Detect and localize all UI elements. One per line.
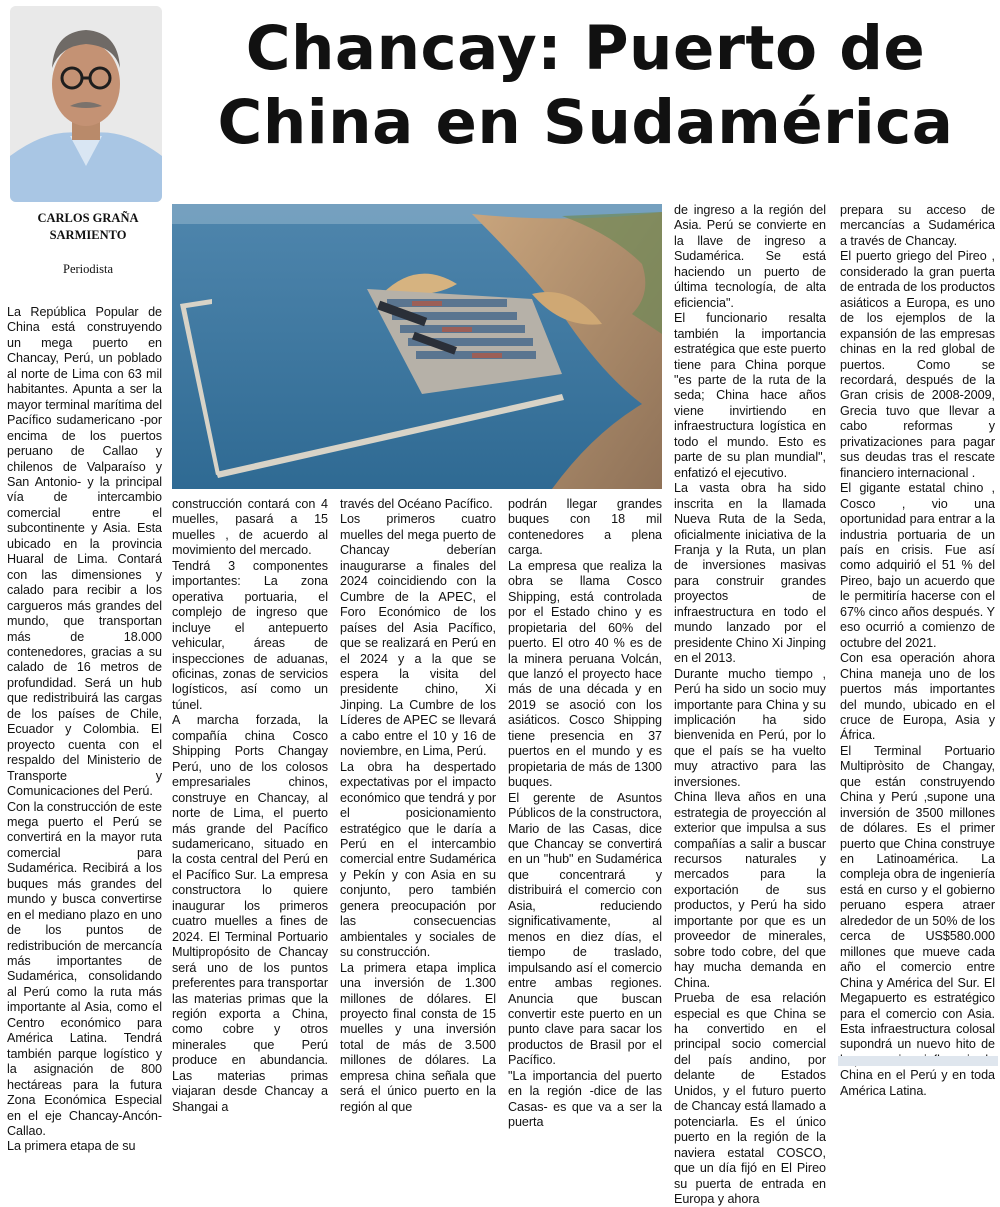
- port-aerial-photo: [172, 204, 662, 489]
- article-paragraph: través del Océano Pacífico.: [340, 497, 493, 511]
- author-role: Periodista: [63, 262, 113, 276]
- article-paragraph: construcción contará con 4 muelles, pasará a 15 muelles , de acuerdo al movimiento del mercado.: [172, 497, 328, 558]
- article-paragraph: El puerto griego del Pireo , considerado la gran puerta de entrada de los productos asiáticos a Europa, es uno de los ejemplos de la expansión de las empresas chinas en la red global de puertos. Como se recordará, después de la Gran crisis de 2008-2009, Grecia tuvo que llevar a cabo reformas y privatizaciones para pagar sus deudas tras el rescate financiero internacional .: [840, 249, 995, 480]
- article-paragraph: La vasta obra ha sido inscrita en la llamada Nueva Ruta de la Seda, oficialmente iniciativa de la Franja y la Ruta, un plan de inversiones masivas para construir grandes proyectos de infraestructura en todo el mundo lanzado por el presidente Chino Xi Jinping en el 2013.: [674, 481, 826, 666]
- article-paragraph: La obra ha despertado expectativas por el impacto económico que tendrá y por el posicionamiento estratégico que le daría a Perú en el intercambio comercial entre Sudamérica y Pekín y con Asia en su conjunto, pero también genera preocupación por las consecuencias ambientales y sociales de su construcción.: [340, 759, 496, 960]
- article-paragraph: prepara su acceso de mercancías a Sudamérica a través de Chancay.: [840, 203, 995, 248]
- article-paragraph: El gigante estatal chino , Cosco , vio una oportunidad para entrar a la industria portuaria de un país en crisis. Fue así como adquirió el 51 % del Pireo, bajo un acuerdo que le permitiría hacerse con el 67% cinco años después. Y eso ocurrió a comienzo de octubre del 2021.: [840, 481, 995, 650]
- article-paragraph: Prueba de esa relación especial es que China se ha convertido en el principal socio comercial del país andino, por delante de Estados Unidos, y el futuro puerto de Chancay está llamado a potenciarla. Es el único puerto en la región de la naviera estatal COSCO, que un día fijó en El Pireo su puerta de entrada en Europa y ahora: [674, 991, 826, 1206]
- headline-line2: China en Sudamérica: [217, 87, 954, 158]
- article-paragraph: La primera etapa implica una inversión de 1.300 millones de dólares. El proyecto final consta de 15 muelles y una inversión total de más de 3.500 millones de dólares. La empresa china señala que será el único puerto en la región al que: [340, 960, 496, 1114]
- article-paragraph: A marcha forzada, la compañía china Cosco Shipping Ports Changay Perú, uno de los colosos empresariales chinos, construye en Chancay, al norte de Lima, el puerto más grande del Pacífico sudamericano, situado en la costa central del Perú en el Pacífico Sur. La empresa constructora lo quiere inaugurar los primeros cuatro muelles a fines de 2024. El Terminal Portuario Multipropósito de Chancay será uno de los puntos preferentes para transportar las materias primas que la región exporta a China, como cobre y otros minerales que Perú produce en abundancia. Las materias primas viajaran desde Chancay a Shangai a: [172, 713, 328, 1114]
- article-column-5: [674, 203, 826, 1207]
- port-illustration: [172, 204, 662, 489]
- headline-line1: Chancay: Puerto de: [245, 13, 926, 84]
- article-paragraph: La empresa que realiza la obra se llama Cosco Shipping, está controlada por el Estado chino y es propietaria del 60% del puerto. El otro 40 % es de la minera peruana Volcán, que lanzó el proyecto hace más de una década y en 2019 se asoció con los asiáticos. Cosco Shipping tiene presencia en 37 puertos en el mundo y es propietaria de más de 1300 buques.: [508, 558, 662, 790]
- article-paragraph: El gerente de Asuntos Públicos de la constructora, Mario de las Casas, dice que Chancay se convertirá en un "hub" en Sudamérica que concentrará y distribuirá el comercio con Asia, reduciendo significativamente, al menos en diez días, el tiempo de traslado, impulsando así el comercio entre ambas regiones. Anuncia que buscan convertir este puerto en un punto clave para sacar los productos de Brasil por el Pacífico.: [508, 790, 662, 1068]
- article-paragraph: Con esa operación ahora China maneja uno de los puertos más importantes del mundo, ubicado en el cruce de Europa, Asia y África.: [840, 651, 995, 743]
- author-name-line2: SARMIENTO: [49, 228, 127, 242]
- author-photo: [10, 6, 162, 202]
- article-column-3: [340, 497, 496, 1115]
- article-paragraph: La primera etapa de su: [7, 1139, 136, 1154]
- article-paragraph: El Terminal Portuario Multipròsito de Changay, que están construyendo China y Perú ,supone una inversión de 3500 millones de dólares. Es el primer puerto que China construye en Latinoamérica. La compleja obra de ingeniería está en curso y el gobierno peruano espera atraer alrededor de un 50% de los cerca de US$580.000 millones que mueve cada año el comercio entre China y América del Sur. El Megapuerto es estratégico para el comercio con Asia. Esta infraestructura colosal supondrá un nuevo hito de China en el Perú y en toda América Latina.: [840, 743, 995, 1098]
- article-paragraph: de ingreso a la región del Asia. Perú se convierte en la llave de ingreso a Sudamérica. Se está haciendo un puerto de última tecnología, de alta eficiencia".: [674, 203, 826, 310]
- article-column-1: [7, 305, 162, 1155]
- author-name-line1: CARLOS GRAÑA: [37, 211, 139, 225]
- article-paragraph: Tendrá 3 componentes importantes: La zona operativa portuaria, el complejo de ingreso que incluye el antepuerto vehicular, áreas de inspecciones de aduanas, oficinas, zonas de servicios logísticos, así como un túnel.: [172, 558, 328, 712]
- page-edge-strip: [838, 1056, 998, 1066]
- author-portrait-illustration: [10, 6, 162, 202]
- article-paragraph: Durante mucho tiempo , Perú ha sido un socio muy importante para China y su implicación ha sido bienvenida en Perú, por lo que el país se ha vuelto muy atractivo para las inversiones.: [674, 666, 826, 789]
- article-paragraph: La República Popular de China está construyendo un mega puerto en Chancay, Perú, un poblado al norte de Lima con 63 mil habitantes. Apunta a ser la mayor terminal marítima del Pacífico sudamericano -por encima de los puertos peruano de Callao y chilenos de Valparaíso y San Antonio- y la principal vía de intercambio comercial entre el subcontinente y Asia. Esta ubicado en la provincia Huaral de Lima. Contará con las dimensiones y calado para recibir a los cargueros más grandes del mundo, que transportan más de 18.000 contenedores, gracias a su calado de 16 metros de profundidad. Será un hub que redistribuirá las cargas de los países de Chile, Ecuador y Colombia. El proyecto cuenta con el respaldo del Ministerio de Transporte y Comunicaciones del Perú.: [7, 305, 162, 799]
- article-paragraph: Con la construcción de este mega puerto el Perú se convertirá en la mayor ruta comercial para Sudamérica. Recibirá a los buques más grandes del mundo y busca convertirse en el mediano plazo en uno de los puntos de redistribución de mercancía más importantes de Sudamérica, consolidando al Perú como la ruta más importante al Asia, como el Centro económico para América Latina. Tendrá también parque logístico y la asignación de 800 hectáreas para la futura Zona Económica Especial en el eje Chancay-Ancón-Callao.: [7, 799, 162, 1139]
- article-column-4: [508, 497, 662, 1131]
- article-paragraph: China lleva años en una estrategia de proyección al exterior que impulsa a sus compañías a salir a buscar recursos naturales y mercados para la exportación de sus productos, y Perú ha sido importante por que es un proveedor de minerales, sobre todo cobre, del que hay mucha demanda en China.: [674, 790, 826, 990]
- article-paragraph: podrán llegar grandes buques con 18 mil contenedores a plena carga.: [508, 497, 662, 558]
- article-column-2: [172, 497, 328, 1115]
- headline: [178, 12, 993, 160]
- article-paragraph: Los primeros cuatro muelles del mega puerto de Chancay deberían inaugurarse a finales del 2024 coincidiendo con la Cumbre de la APEC, el Foro Económico de los países del Asia Pacífico, que se realizará en Perú en el 2024 y a la que se espera la visita del presidente chino, Xi Jinping. La Cumbre de los Líderes de APEC se llevará a cabo entre el 10 y 16 de noviembre, en Lima, Perú.: [340, 512, 496, 759]
- article-paragraph: "La importancia del puerto en la región -dice de las Casas- es que va a ser la puerta: [508, 1068, 662, 1130]
- article-paragraph: El funcionario resalta también la importancia estratégica que este puerto tiene para China porque "es parte de la ruta de la seda; China hace años viene invirtiendo en infraestructura logística en todo el mundo. Esto es parte de su plan mundial", enfatizó el ejecutivo.: [674, 311, 826, 480]
- article-column-6: [840, 203, 995, 1099]
- author-byline: [8, 210, 168, 244]
